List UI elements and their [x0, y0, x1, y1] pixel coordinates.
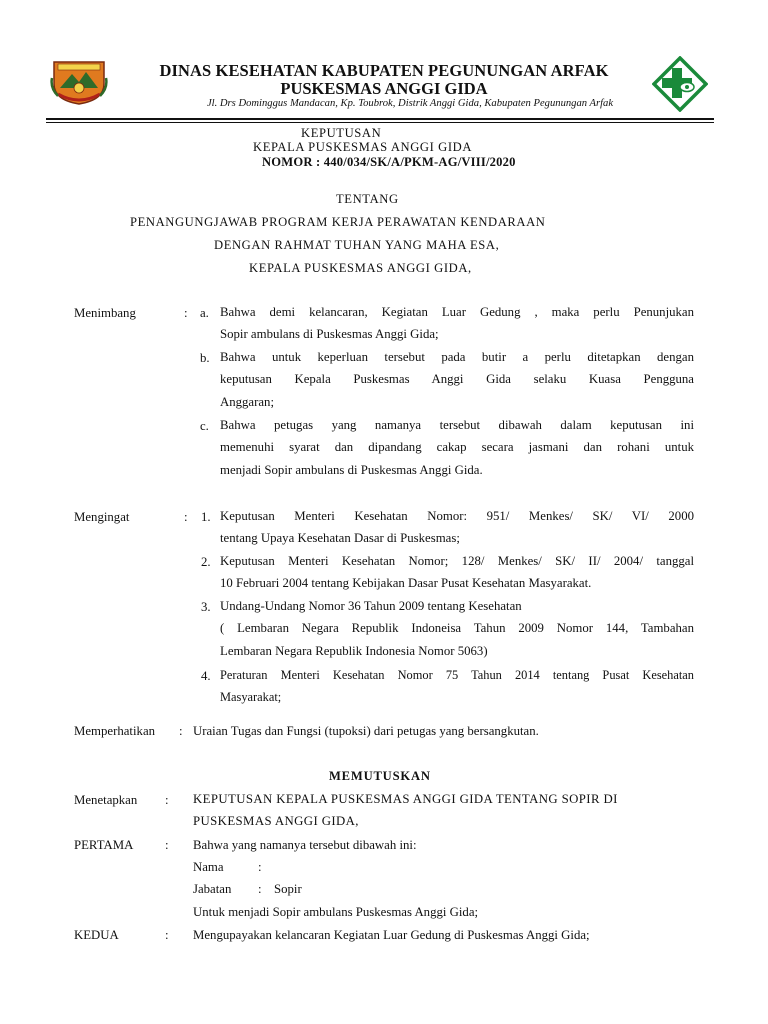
menimbang-label: Menimbang: [74, 306, 136, 320]
kedua-colon: :: [165, 928, 169, 942]
jabatan-label: Jabatan: [193, 882, 232, 896]
letterhead-rule-thin: [46, 122, 714, 123]
menetapkan-text: KEPUTUSAN KEPALA PUSKESMAS ANGGI GIDA TENTANG SOPIR DI PUSKESMAS ANGGI GIDA,: [193, 792, 618, 829]
menimbang-item-a: Bahwa demi kelancaran, Kegiatan Luar Gedung , maka perlu Penunjukan Sopir ambulans di Puskesmas Anggi Gida;: [220, 305, 694, 342]
nama-colon: :: [258, 860, 262, 874]
pertama-intro: Bahwa yang namanya tersebut dibawah ini:: [193, 838, 417, 852]
menimbang-item-c: Bahwa petugas yang namanya tersebut dibawah dalam keputusan ini memenuhi syarat dan dipandang cakap secara jasmani dan rohani untuk menjadi Sopir ambulans di Puskesmas Anggi Gida.: [220, 418, 694, 477]
title-keputusan: KEPUTUSAN: [301, 126, 382, 140]
puskesmas-emblem-icon: [652, 56, 708, 112]
letterhead-puskesmas: PUSKESMAS ANGGI GIDA: [280, 79, 488, 98]
menetapkan-colon: :: [165, 793, 169, 807]
letterhead-address: Jl. Drs Dominggus Mandacan, Kp. Toubrok, Distrik Anggi Gida, Kabupaten Pegunungan Arfak: [206, 98, 614, 109]
menimbang-colon: :: [184, 306, 188, 320]
title-tentang: TENTANG: [336, 192, 399, 206]
letterhead-agency: DINAS KESEHATAN KABUPATEN PEGUNUNGAN ARFAK: [159, 61, 609, 80]
mengingat-item-4: Peraturan Menteri Kesehatan Nomor 75 Tahun 2014 tentang Pusat Kesehatan Masyarakat;: [220, 668, 694, 705]
jabatan-value: Sopir: [274, 882, 302, 896]
title-nomor: NOMOR : 440/034/SK/A/PKM-AG/VIII/2020: [262, 155, 516, 169]
menetapkan-label: Menetapkan: [74, 793, 138, 807]
mengingat-marker-4: 4.: [201, 669, 211, 683]
kedua-text: Mengupayakan kelancaran Kegiatan Luar Gedung di Puskesmas Anggi Gida;: [193, 928, 590, 942]
pertama-closing: Untuk menjadi Sopir ambulans Puskesmas Anggi Gida;: [193, 905, 479, 919]
memutuskan-heading: MEMUTUSKAN: [329, 769, 431, 783]
mengingat-label: Mengingat: [74, 510, 130, 524]
title-kepala-closing: KEPALA PUSKESMAS ANGGI GIDA,: [249, 261, 472, 275]
pertama-label: PERTAMA: [74, 838, 134, 852]
letterhead-rule-thick: [46, 118, 714, 120]
mengingat-item-2: Keputusan Menteri Kesehatan Nomor; 128/ Menkes/ SK/ II/ 2004/ tanggal 10 Februari 2004 tentang Kebijakan Dasar Pusat Kesehatan Masyarakat.: [220, 554, 694, 591]
mengingat-colon: :: [184, 510, 188, 524]
memperhatikan-colon: :: [179, 724, 183, 738]
title-kepala: KEPALA PUSKESMAS ANGGI GIDA: [253, 140, 473, 154]
kedua-label: KEDUA: [74, 928, 119, 942]
menimbang-marker-c: c.: [200, 419, 209, 433]
memperhatikan-label: Memperhatikan: [74, 724, 156, 738]
jabatan-colon: :: [258, 882, 262, 896]
mengingat-marker-1: 1.: [201, 510, 211, 524]
mengingat-marker-2: 2.: [201, 555, 211, 569]
pertama-colon: :: [165, 838, 169, 852]
memperhatikan-text: Uraian Tugas dan Fungsi (tupoksi) dari petugas yang bersangkutan.: [193, 724, 539, 738]
mengingat-item-1: Keputusan Menteri Kesehatan Nomor: 951/ Menkes/ SK/ VI/ 2000 tentang Upaya Kesehatan Dasar di Puskesmas;: [220, 509, 694, 546]
title-rahmat: DENGAN RAHMAT TUHAN YANG MAHA ESA,: [214, 238, 500, 252]
title-subject: PENANGUNGJAWAB PROGRAM KERJA PERAWATAN KENDARAAN: [130, 215, 546, 229]
nama-label: Nama: [193, 860, 224, 874]
menimbang-marker-a: a.: [200, 306, 209, 320]
mengingat-item-3: Undang-Undang Nomor 36 Tahun 2009 tentang Kesehatan ( Lembaran Negara Republik Indoneisa Tahun 2009 Nomor 144, Tambahan Lembaran Negara Republik Indonesia Nomor 5063): [220, 599, 694, 658]
menimbang-item-b: Bahwa untuk keperluan tersebut pada butir a perlu ditetapkan dengan keputusan Kepala Puskesmas Anggi Gida selaku Kuasa Pengguna Anggaran;: [220, 350, 694, 409]
mengingat-marker-3: 3.: [201, 600, 211, 614]
menimbang-marker-b: b.: [200, 351, 210, 365]
